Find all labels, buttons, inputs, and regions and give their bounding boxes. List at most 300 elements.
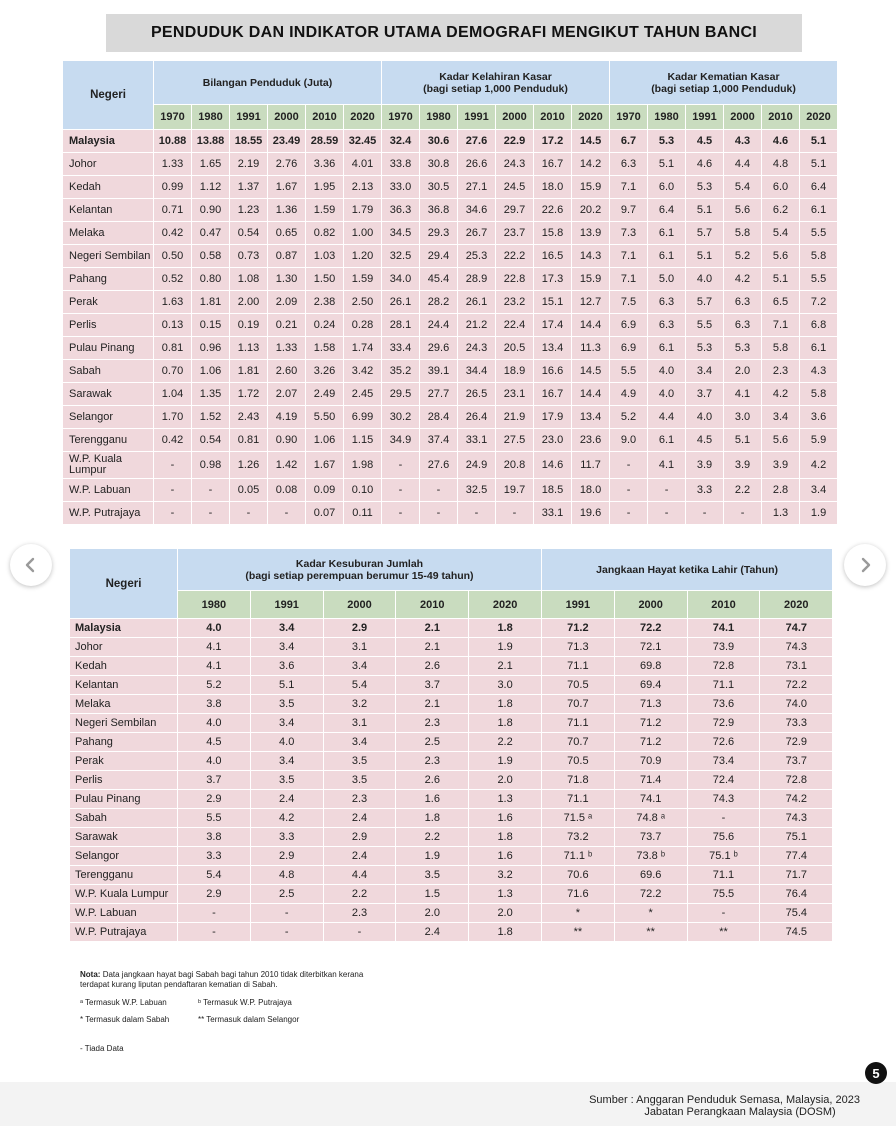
population-group-header: Bilangan Penduduk (Juta) xyxy=(154,61,382,105)
table-cell: 32.45 xyxy=(344,130,382,153)
table-cell: 5.0 xyxy=(648,268,686,291)
table-cell: 23.1 xyxy=(496,383,534,406)
state-name: W.P. Labuan xyxy=(70,904,178,923)
table-cell: 1.3 xyxy=(469,885,542,904)
table-row xyxy=(70,619,833,638)
table-cell: 2.9 xyxy=(178,885,251,904)
table-cell: 6.4 xyxy=(648,199,686,222)
table-cell: 3.1 xyxy=(323,714,396,733)
table-cell: 17.9 xyxy=(534,406,572,429)
table-cell: 6.5 xyxy=(762,291,800,314)
table-cell: ** xyxy=(541,923,614,942)
table-cell: 0.15 xyxy=(192,314,230,337)
table-cell: 5.2 xyxy=(724,245,762,268)
table-cell: 2.3 xyxy=(323,904,396,923)
table-cell: 70.6 xyxy=(541,866,614,885)
fertility-group-header xyxy=(178,549,542,591)
table-cell: 32.5 xyxy=(458,479,496,502)
table-cell: 3.9 xyxy=(724,452,762,479)
year-header: 2000 xyxy=(496,105,534,130)
table-cell: - xyxy=(610,452,648,479)
table-cell: - xyxy=(250,904,323,923)
table-cell: 26.1 xyxy=(458,291,496,314)
table-cell: 5.8 xyxy=(724,222,762,245)
table-cell: 1.06 xyxy=(192,360,230,383)
table-cell: - xyxy=(648,502,686,525)
table-row xyxy=(63,291,838,314)
table-cell: 4.6 xyxy=(762,130,800,153)
table-row xyxy=(70,847,833,866)
table-cell: 39.1 xyxy=(420,360,458,383)
state-name: Kedah xyxy=(63,176,154,199)
table-cell: 70.5 xyxy=(541,752,614,771)
table-row xyxy=(63,153,838,176)
next-button[interactable] xyxy=(844,544,886,586)
table-row xyxy=(63,268,838,291)
table-cell: 0.90 xyxy=(192,199,230,222)
table-cell: 3.2 xyxy=(323,695,396,714)
table-cell: 1.8 xyxy=(396,809,469,828)
year-header: 2020 xyxy=(760,591,833,619)
table-cell: 5.1 xyxy=(686,245,724,268)
table-cell: 2.2 xyxy=(724,479,762,502)
table-cell: 5.1 xyxy=(250,676,323,695)
table-cell: 2.07 xyxy=(268,383,306,406)
table-cell: 5.1 xyxy=(762,268,800,291)
state-name: Kedah xyxy=(70,657,178,676)
table-cell: 1.70 xyxy=(154,406,192,429)
table-cell: 2.1 xyxy=(396,638,469,657)
table-cell: 4.4 xyxy=(648,406,686,429)
table-cell: 5.9 xyxy=(800,429,838,452)
table-cell: 9.7 xyxy=(610,199,648,222)
table-cell: 5.8 xyxy=(762,337,800,360)
table-cell: 15.9 xyxy=(572,176,610,199)
table-row xyxy=(63,199,838,222)
note-text xyxy=(80,970,380,990)
table-row xyxy=(63,502,838,525)
state-name: Selangor xyxy=(70,847,178,866)
table-cell: 1.20 xyxy=(344,245,382,268)
fertility-subtitle: (bagi setiap perempuan berumur 15-49 tahun) xyxy=(245,569,474,582)
table-cell: 22.9 xyxy=(496,130,534,153)
table-row xyxy=(70,695,833,714)
table-cell: 5.1 xyxy=(800,130,838,153)
table-cell: 1.50 xyxy=(306,268,344,291)
state-name: Kelantan xyxy=(63,199,154,222)
table-cell: 3.8 xyxy=(178,695,251,714)
table-cell: 3.0 xyxy=(724,406,762,429)
state-name: Melaka xyxy=(63,222,154,245)
table-cell: 3.5 xyxy=(250,771,323,790)
table-cell: 5.2 xyxy=(610,406,648,429)
table-cell: 0.42 xyxy=(154,429,192,452)
table-cell: - xyxy=(268,502,306,525)
table-cell: 5.6 xyxy=(724,199,762,222)
year-header: 1991 xyxy=(458,105,496,130)
table-cell: 24.3 xyxy=(496,153,534,176)
table-cell: 0.24 xyxy=(306,314,344,337)
table-cell: 4.0 xyxy=(648,383,686,406)
table-cell: 0.99 xyxy=(154,176,192,199)
table-row xyxy=(63,176,838,199)
table-cell: - xyxy=(192,479,230,502)
table-cell: 33.8 xyxy=(382,153,420,176)
state-name: Sarawak xyxy=(70,828,178,847)
table-cell: 3.0 xyxy=(469,676,542,695)
table-cell: 69.6 xyxy=(614,866,687,885)
table-cell: 13.4 xyxy=(534,337,572,360)
table-cell: 2.6 xyxy=(396,657,469,676)
table-cell: 3.6 xyxy=(800,406,838,429)
table-cell: 71.2 xyxy=(614,714,687,733)
table-cell: 1.33 xyxy=(268,337,306,360)
table-cell: 74.0 xyxy=(760,695,833,714)
table-cell: 1.12 xyxy=(192,176,230,199)
table-row xyxy=(70,923,833,942)
table-cell: 6.2 xyxy=(762,199,800,222)
table-cell: 34.0 xyxy=(382,268,420,291)
table-cell: 1.9 xyxy=(469,638,542,657)
table-cell: - xyxy=(610,479,648,502)
table-cell: 6.3 xyxy=(648,314,686,337)
table-cell: ** xyxy=(687,923,760,942)
table-cell: 72.2 xyxy=(760,676,833,695)
life-expectancy-group-header: Jangkaan Hayat ketika Lahir (Tahun) xyxy=(541,549,832,591)
table-cell: 71.7 xyxy=(760,866,833,885)
table-cell: 2.6 xyxy=(396,771,469,790)
table-cell: 5.5 xyxy=(610,360,648,383)
table-cell: 3.7 xyxy=(686,383,724,406)
table-cell: 27.6 xyxy=(458,130,496,153)
table-cell: 3.42 xyxy=(344,360,382,383)
table-cell: 5.3 xyxy=(686,176,724,199)
table-cell: 16.6 xyxy=(534,360,572,383)
table-cell: 0.98 xyxy=(192,452,230,479)
table-cell: 1.95 xyxy=(306,176,344,199)
table-cell: 36.3 xyxy=(382,199,420,222)
table-cell: 0.28 xyxy=(344,314,382,337)
table-cell: 3.9 xyxy=(686,452,724,479)
table-cell: 1.15 xyxy=(344,429,382,452)
table-cell: 2.4 xyxy=(323,809,396,828)
notes-section xyxy=(80,970,380,1053)
table-cell: 69.8 xyxy=(614,657,687,676)
table-cell: 73.4 xyxy=(687,752,760,771)
table-row xyxy=(70,828,833,847)
table-cell: 6.7 xyxy=(610,130,648,153)
table-cell: 71.5 ᵃ xyxy=(541,809,614,828)
table-cell: 2.13 xyxy=(344,176,382,199)
table-cell: 1.8 xyxy=(469,619,542,638)
table-cell: 33.1 xyxy=(534,502,572,525)
table-cell: 6.1 xyxy=(800,337,838,360)
previous-button[interactable] xyxy=(10,544,52,586)
table-cell: 24.9 xyxy=(458,452,496,479)
state-name: W.P. Kuala Lumpur xyxy=(63,452,154,479)
table-cell: 2.50 xyxy=(344,291,382,314)
table-cell: - xyxy=(686,502,724,525)
table-cell: 71.3 xyxy=(541,638,614,657)
table-cell: 71.6 xyxy=(541,885,614,904)
table-cell: 3.5 xyxy=(250,695,323,714)
table-cell: 1.79 xyxy=(344,199,382,222)
table-row xyxy=(63,222,838,245)
chevron-right-icon xyxy=(856,556,874,574)
table-cell: 1.8 xyxy=(469,923,542,942)
table-cell: 1.3 xyxy=(762,502,800,525)
table-cell: 26.1 xyxy=(382,291,420,314)
table-cell: - xyxy=(192,502,230,525)
table-cell: 6.9 xyxy=(610,337,648,360)
table-row xyxy=(70,714,833,733)
table-cell: 0.73 xyxy=(230,245,268,268)
table-cell: 3.4 xyxy=(250,714,323,733)
state-name: Sabah xyxy=(70,809,178,828)
table-cell: 28.59 xyxy=(306,130,344,153)
table-cell: 5.8 xyxy=(800,245,838,268)
table-row xyxy=(70,676,833,695)
table-cell: 2.60 xyxy=(268,360,306,383)
table-cell: 29.5 xyxy=(382,383,420,406)
table-cell: 12.7 xyxy=(572,291,610,314)
year-header: 1980 xyxy=(178,591,251,619)
table-cell: 5.3 xyxy=(648,130,686,153)
table-cell: - xyxy=(458,502,496,525)
table-cell: 3.3 xyxy=(178,847,251,866)
year-header: 1970 xyxy=(382,105,420,130)
table-cell: 2.19 xyxy=(230,153,268,176)
table-cell: 23.6 xyxy=(572,429,610,452)
table-cell: 0.70 xyxy=(154,360,192,383)
table-cell: 0.52 xyxy=(154,268,192,291)
table-cell: 24.5 xyxy=(496,176,534,199)
table-cell: 45.4 xyxy=(420,268,458,291)
table-cell: 1.52 xyxy=(192,406,230,429)
table-cell: 13.9 xyxy=(572,222,610,245)
table-cell: 22.8 xyxy=(496,268,534,291)
table-cell: 30.5 xyxy=(420,176,458,199)
table-cell: 3.4 xyxy=(250,638,323,657)
footnote-star: * Termasuk dalam Sabah xyxy=(80,1015,170,1024)
table-cell: - xyxy=(724,502,762,525)
table-row xyxy=(70,790,833,809)
table-cell: 4.2 xyxy=(250,809,323,828)
table-cell: 14.3 xyxy=(572,245,610,268)
state-name: Sabah xyxy=(63,360,154,383)
table-cell: 74.8 ᵃ xyxy=(614,809,687,828)
death-rate-group-header xyxy=(610,61,838,105)
table-cell: 1.81 xyxy=(230,360,268,383)
table-cell: 5.3 xyxy=(686,337,724,360)
source-line-1: Sumber : Anggaran Penduduk Semasa, Malaysia, 2023 xyxy=(589,1094,860,1106)
table-cell: 22.2 xyxy=(496,245,534,268)
table-cell: 74.3 xyxy=(687,790,760,809)
table-cell: 21.9 xyxy=(496,406,534,429)
table-cell: 2.4 xyxy=(323,847,396,866)
state-name: Terengganu xyxy=(70,866,178,885)
table-cell: 3.5 xyxy=(396,866,469,885)
state-name: W.P. Kuala Lumpur xyxy=(70,885,178,904)
table-cell: 1.04 xyxy=(154,383,192,406)
table-row xyxy=(70,638,833,657)
table-cell: 2.5 xyxy=(396,733,469,752)
table-cell: 28.1 xyxy=(382,314,420,337)
state-name: W.P. Labuan xyxy=(63,479,154,502)
table-cell: 71.1 xyxy=(687,676,760,695)
table-cell: 22.6 xyxy=(534,199,572,222)
table-cell: 3.7 xyxy=(178,771,251,790)
table-cell: 2.4 xyxy=(396,923,469,942)
table-cell: * xyxy=(541,904,614,923)
table-cell: 4.0 xyxy=(178,714,251,733)
table-cell: 1.72 xyxy=(230,383,268,406)
state-name: Sarawak xyxy=(63,383,154,406)
year-header: 2000 xyxy=(724,105,762,130)
table-row xyxy=(63,314,838,337)
table-cell: 0.13 xyxy=(154,314,192,337)
table-cell: 70.5 xyxy=(541,676,614,695)
table-row xyxy=(70,771,833,790)
table-cell: 2.45 xyxy=(344,383,382,406)
table-cell: 2.3 xyxy=(323,790,396,809)
table-cell: - xyxy=(687,904,760,923)
table-cell: 0.08 xyxy=(268,479,306,502)
table-row xyxy=(63,245,838,268)
table-cell: 3.4 xyxy=(250,752,323,771)
state-name: Johor xyxy=(63,153,154,176)
table-cell: * xyxy=(614,904,687,923)
table-cell: 1.59 xyxy=(306,199,344,222)
year-header: 1991 xyxy=(230,105,268,130)
year-header: 1970 xyxy=(154,105,192,130)
table-cell: 1.9 xyxy=(469,752,542,771)
table-cell: 1.3 xyxy=(469,790,542,809)
table-cell: 0.21 xyxy=(268,314,306,337)
table-cell: 2.38 xyxy=(306,291,344,314)
table-cell: 3.26 xyxy=(306,360,344,383)
table-cell: 17.2 xyxy=(534,130,572,153)
table-cell: 27.5 xyxy=(496,429,534,452)
table-cell: 7.1 xyxy=(762,314,800,337)
table-cell: 2.5 xyxy=(250,885,323,904)
birth-rate-group-header xyxy=(382,61,610,105)
table-cell: - xyxy=(230,502,268,525)
death-rate-title: Kadar Kematian Kasar xyxy=(667,70,780,83)
year-header: 2020 xyxy=(344,105,382,130)
table-cell: 1.6 xyxy=(396,790,469,809)
table-cell: 1.8 xyxy=(469,828,542,847)
table-cell: 2.43 xyxy=(230,406,268,429)
table-cell: 17.4 xyxy=(534,314,572,337)
table-cell: 14.6 xyxy=(534,452,572,479)
table-cell: 29.7 xyxy=(496,199,534,222)
table-cell: 34.5 xyxy=(382,222,420,245)
state-name: Perak xyxy=(63,291,154,314)
table-cell: 14.5 xyxy=(572,130,610,153)
year-header: 2010 xyxy=(396,591,469,619)
table-cell: 73.7 xyxy=(760,752,833,771)
table-cell: 74.1 xyxy=(614,790,687,809)
table-cell: 9.0 xyxy=(610,429,648,452)
table-cell: - xyxy=(420,502,458,525)
table-cell: 72.9 xyxy=(687,714,760,733)
table-cell: 5.5 xyxy=(178,809,251,828)
table-cell: 5.8 xyxy=(800,383,838,406)
table-cell: 1.67 xyxy=(268,176,306,199)
table-cell: 6.99 xyxy=(344,406,382,429)
table-cell: 3.7 xyxy=(396,676,469,695)
year-header: 1980 xyxy=(420,105,458,130)
year-header: 2010 xyxy=(306,105,344,130)
table-cell: 5.4 xyxy=(323,676,396,695)
table-cell: 71.1 xyxy=(541,714,614,733)
table-cell: 73.1 xyxy=(760,657,833,676)
table-cell: 5.1 xyxy=(686,199,724,222)
table-cell: 6.1 xyxy=(648,222,686,245)
table-cell: 75.4 xyxy=(760,904,833,923)
table-cell: 16.7 xyxy=(534,383,572,406)
table-cell: 33.1 xyxy=(458,429,496,452)
table-cell: - xyxy=(178,904,251,923)
table-cell: 23.7 xyxy=(496,222,534,245)
table-cell: 4.0 xyxy=(686,268,724,291)
table-cell: 3.4 xyxy=(323,657,396,676)
table-cell: 69.4 xyxy=(614,676,687,695)
table-cell: 75.5 xyxy=(687,885,760,904)
table-cell: 0.87 xyxy=(268,245,306,268)
table-cell: 6.1 xyxy=(800,199,838,222)
table-cell: 24.3 xyxy=(458,337,496,360)
table-cell: 74.3 xyxy=(760,638,833,657)
table-cell: ** xyxy=(614,923,687,942)
table-cell: 2.0 xyxy=(724,360,762,383)
table-cell: 30.2 xyxy=(382,406,420,429)
state-name: Malaysia xyxy=(70,619,178,638)
table-cell: 15.1 xyxy=(534,291,572,314)
table-cell: 2.9 xyxy=(323,828,396,847)
table-cell: 1.00 xyxy=(344,222,382,245)
table-cell: 1.81 xyxy=(192,291,230,314)
table-cell: 71.8 xyxy=(541,771,614,790)
table-cell: 73.9 xyxy=(687,638,760,657)
table-cell: 26.6 xyxy=(458,153,496,176)
state-name: Pulau Pinang xyxy=(63,337,154,360)
footnote-no-data: - Tiada Data xyxy=(80,1044,124,1053)
table-cell: 71.4 xyxy=(614,771,687,790)
table-cell: 4.1 xyxy=(178,657,251,676)
table-row xyxy=(70,752,833,771)
table-cell: 0.11 xyxy=(344,502,382,525)
table-cell: 28.4 xyxy=(420,406,458,429)
note-label: Nota: xyxy=(80,970,101,979)
table-cell: 2.76 xyxy=(268,153,306,176)
table-cell: 4.1 xyxy=(178,638,251,657)
table-cell: 4.19 xyxy=(268,406,306,429)
table-cell: 1.9 xyxy=(800,502,838,525)
table-cell: 75.1 xyxy=(760,828,833,847)
table-cell: 1.59 xyxy=(344,268,382,291)
table-cell: 4.1 xyxy=(648,452,686,479)
table-cell: 2.9 xyxy=(250,847,323,866)
table-cell: 0.90 xyxy=(268,429,306,452)
table-cell: 0.19 xyxy=(230,314,268,337)
table-cell: 28.2 xyxy=(420,291,458,314)
table-cell: 1.13 xyxy=(230,337,268,360)
table-cell: 6.1 xyxy=(648,337,686,360)
table-cell: 6.3 xyxy=(610,153,648,176)
table-cell: 3.3 xyxy=(250,828,323,847)
